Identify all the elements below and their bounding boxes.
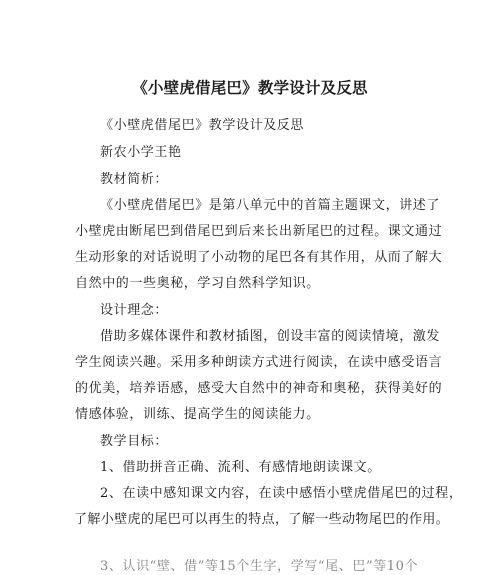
paragraph-line: 《小壁虎借尾巴》是第八单元中的首篇主题课文，讲述了 bbox=[100, 198, 441, 213]
paragraph-line: 生动形象的对话说明了小动物的尾巴各有其作用，从而了解大 bbox=[75, 250, 443, 265]
author-line: 新农小学王艳 bbox=[100, 145, 182, 160]
section-heading-material: 教材简析： bbox=[100, 172, 169, 187]
goal-item: 1、借助拼音正确、流利、有感情地朗读课文。 bbox=[100, 460, 381, 475]
goal-item: 3、认识“壁、借”等15个生字，学写“尾、巴”等10个 bbox=[100, 559, 419, 574]
paragraph-line: 借助多媒体课件和教材插图，创设丰富的阅读情境，激发 bbox=[100, 329, 441, 344]
section-heading-goals: 教学目标： bbox=[100, 434, 169, 449]
paragraph-line: 了解小壁虎的尾巴可以再生的特点，了解一些动物尾巴的作用。 bbox=[74, 512, 450, 527]
paragraph-line: 的优美，培养语感，感受大自然中的神奇和奥秘，获得美好的 bbox=[75, 381, 443, 396]
paragraph-line: 学生阅读兴趣。采用多种朗读方式进行阅读，在读中感受语言 bbox=[75, 355, 443, 370]
paragraph-line: 情感体验，训练、提高学生的阅读能力。 bbox=[75, 407, 320, 422]
goal-item: 2、在读中感知课文内容，在读中感悟小壁虎借尾巴的过程， bbox=[100, 486, 463, 501]
paragraph-line: 小壁虎由断尾巴到借尾巴到后来长出新尾巴的过程。课文通过 bbox=[75, 224, 443, 239]
paragraph-line: 自然中的一些奥秘，学习自然科学知识。 bbox=[75, 276, 320, 291]
subtitle-line: 《小壁虎借尾巴》教学设计及反思 bbox=[100, 118, 305, 133]
document-title: 《小壁虎借尾巴》教学设计及反思 bbox=[132, 79, 368, 97]
section-heading-concept: 设计理念： bbox=[100, 303, 169, 318]
